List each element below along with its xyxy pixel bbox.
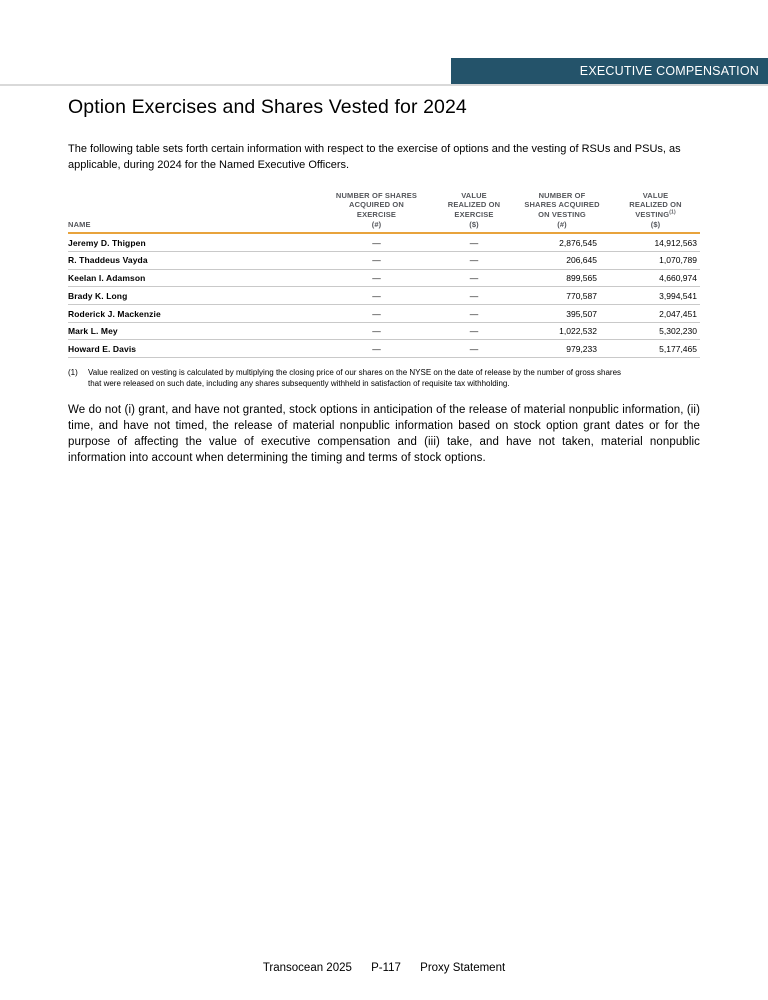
table-row xyxy=(68,305,700,323)
exercise-shares-value: — xyxy=(318,251,435,269)
exercise-shares-value: — xyxy=(318,287,435,305)
footer-doc-type: Proxy Statement xyxy=(420,962,506,974)
executive-name: Howard E. Davis xyxy=(68,340,318,358)
vesting-shares-value: 979,233 xyxy=(513,340,611,358)
page-title: Option Exercises and Shares Vested for 2024 xyxy=(68,96,467,118)
page-footer xyxy=(0,962,768,974)
executive-name: Jeremy D. Thigpen xyxy=(68,233,318,251)
executive-name: R. Thaddeus Vayda xyxy=(68,251,318,269)
option-exercises-table xyxy=(68,191,700,358)
exercise-realized-value: — xyxy=(435,340,513,358)
table-body xyxy=(68,233,700,357)
vesting-shares-value: 206,645 xyxy=(513,251,611,269)
exercise-realized-value: — xyxy=(435,251,513,269)
footnote-1 xyxy=(68,368,700,389)
vesting-shares-value: 899,565 xyxy=(513,269,611,287)
table-header xyxy=(68,191,700,233)
executive-name: Brady K. Long xyxy=(68,287,318,305)
exercise-shares-value: — xyxy=(318,340,435,358)
col-header-shares-acquired-vesting: NUMBER OF SHARES ACQUIRED ON VESTING (#) xyxy=(524,190,600,229)
stock-options-policy-paragraph: We do not (i) grant, and have not granted, stock options in anticipation of the release of material nonpublic information, (ii) time, and have not timed, the release of material nonpublic information based on stock option grant dates or for the purpose of affecting the value of executive compensation and (iii) take, and have not taken, material nonpublic information into account when determining the timing and terms of stock options. xyxy=(68,403,700,465)
vesting-realized-value: 2,047,451 xyxy=(611,305,700,323)
col-header-name: NAME xyxy=(68,219,91,229)
vesting-shares-value: 770,587 xyxy=(513,287,611,305)
vesting-shares-value: 1,022,532 xyxy=(513,322,611,340)
footnote-ref-icon: (1) xyxy=(669,209,676,216)
footer-brand: Transocean 2025 xyxy=(262,962,352,974)
col-header-value-realized-vesting: VALUE REALIZED ON VESTING$^{(1)}$ ($) xyxy=(629,190,682,229)
executive-name: Mark L. Mey xyxy=(68,322,318,340)
executive-name: Keelan I. Adamson xyxy=(68,269,318,287)
table-row xyxy=(68,269,700,287)
intro-paragraph: The following table sets forth certain information with respect to the exercise of options and the vesting of RSUs and PSUs, as applicable, during 2024 for the Named Executive Officers. xyxy=(68,143,681,171)
col-header-shares-acquired-exercise: NUMBER OF SHARES ACQUIRED ON EXERCISE (#) xyxy=(335,190,418,229)
vesting-realized-value: 5,177,465 xyxy=(611,340,700,358)
exercise-shares-value: — xyxy=(318,322,435,340)
exercise-realized-value: — xyxy=(435,287,513,305)
table-row xyxy=(68,287,700,305)
exercise-realized-value: — xyxy=(435,305,513,323)
header-rule xyxy=(0,84,768,86)
exercise-realized-value: — xyxy=(435,322,513,340)
vesting-shares-value: 2,876,545 xyxy=(513,233,611,251)
footnote-marker: (1) xyxy=(68,368,78,378)
exercise-realized-value: — xyxy=(435,269,513,287)
table-row xyxy=(68,322,700,340)
page-content xyxy=(68,96,700,467)
vesting-realized-value: 5,302,230 xyxy=(611,322,700,340)
exercise-shares-value: — xyxy=(318,269,435,287)
exercise-shares-value: — xyxy=(318,305,435,323)
exercise-realized-value: — xyxy=(435,233,513,251)
page-header xyxy=(0,0,768,86)
table-row xyxy=(68,233,700,251)
vesting-realized-value: 4,660,974 xyxy=(611,269,700,287)
vesting-realized-value: 14,912,563 xyxy=(611,233,700,251)
exercise-shares-value: — xyxy=(318,233,435,251)
table-row xyxy=(68,340,700,358)
section-banner: EXECUTIVE COMPENSATION xyxy=(451,58,768,84)
footnote-text: Value realized on vesting is calculated by multiplying the closing price of our shares on the NYSE on the date of release by the number of gross shares that were released on such date, including any shares subsequently withheld in satisfaction of requisite tax withholding. xyxy=(88,368,622,388)
vesting-realized-value: 1,070,789 xyxy=(611,251,700,269)
executive-name: Roderick J. Mackenzie xyxy=(68,305,318,323)
footer-page-number: P-117 xyxy=(371,962,401,974)
vesting-realized-value: 3,994,541 xyxy=(611,287,700,305)
col-header-value-realized-exercise: VALUE REALIZED ON EXERCISE ($) xyxy=(447,190,501,229)
vesting-shares-value: 395,507 xyxy=(513,305,611,323)
table-row xyxy=(68,251,700,269)
